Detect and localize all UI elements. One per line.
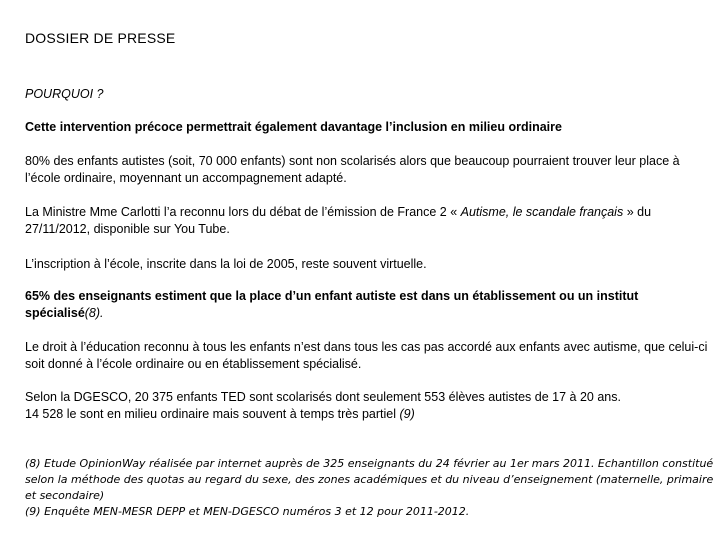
footnote-ref-8: (8). [84, 306, 104, 320]
paragraph-teachers [25, 288, 715, 322]
paragraph-statistics: 80% des enfants autistes (soit, 70 000 enfants) sont non scolarisés alors que beaucoup pourraient trouver leur place à l’école ordinaire, moyennant un accompagnement adapté. [25, 154, 680, 185]
section-lead: Cette intervention précoce permettrait également davantage l’inclusion en milieu ordinaire [25, 120, 562, 134]
page-title: DOSSIER DE PRESSE [25, 30, 176, 46]
paragraph-dgesco-line1: Selon la DGESCO, 20 375 enfants TED sont scolarisés dont seulement 553 élèves autistes de 17 à 20 ans. [25, 390, 621, 404]
section-question: POURQUOI ? [25, 87, 104, 101]
paragraph-minister [25, 204, 715, 238]
paragraph-minister-end: » du 27/11/2012, disponible sur You Tube. [25, 205, 652, 236]
paragraph-teachers-text: 65% des enseignants estiment que la place d’un enfant autiste est dans un établissement ou un institut spécialisé [25, 289, 639, 320]
paragraph-dgesco [25, 389, 715, 423]
footnotes [25, 456, 715, 520]
footnote-8: (8) Etude OpinionWay réalisée par internet auprès de 325 enseignants du 24 février au 1er mars 2011. Echantillon constitué selon la méthode des quotas au regard du sexe, des zones académiques et du niveau d’enseignement (maternelle, primaire et secondaire) [25, 457, 714, 502]
paragraph-law: L’inscription à l’école, inscrite dans la loi de 2005, reste souvent virtuelle. [25, 257, 427, 271]
tv-show-title: Autisme, le scandale français [460, 205, 624, 219]
paragraph-right-to-education: Le droit à l’éducation reconnu à tous les enfants n’est dans tous les cas pas accordé aux enfants avec autisme, que celui-ci soit donné à l’école ordinaire ou en établissement spécialisé. [25, 340, 708, 371]
footnote-9: (9) Enquête MEN-MESR DEPP et MEN-DGESCO numéros 3 et 12 pour 2011-2012. [25, 505, 470, 518]
paragraph-dgesco-line2: 14 528 le sont en milieu ordinaire mais souvent à temps très partiel [25, 407, 400, 421]
paragraph-minister-start: La Ministre Mme Carlotti l’a reconnu lors du débat de l’émission de France 2 « [25, 205, 461, 219]
footnote-ref-9: (9) [399, 407, 415, 421]
